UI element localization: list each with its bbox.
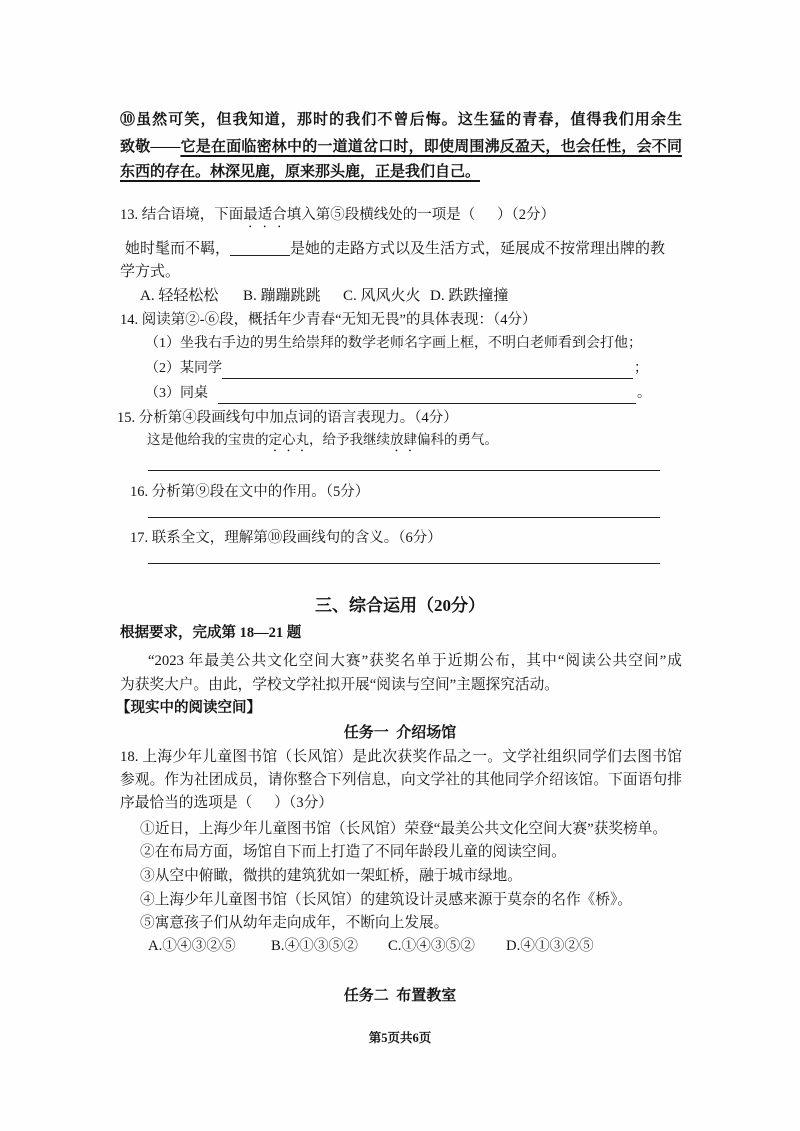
q13-option-b: B. 蹦蹦跳跳 bbox=[243, 288, 321, 304]
q15-sentence-part: 偏科的勇气。 bbox=[417, 432, 498, 447]
q13-option-c: C. 风风火火 bbox=[343, 288, 421, 304]
q14-item-3-label: （3）同桌 bbox=[145, 386, 208, 401]
subsection-title: 【现实中的阅读空间】 bbox=[116, 700, 261, 716]
q13-fill-blank bbox=[230, 239, 290, 256]
underlined-sentence-part-2: 东西的存在。林深见鹿，原来那头鹿，正是我们自己。 bbox=[120, 164, 481, 180]
q14-item-2-answer-line bbox=[222, 378, 633, 379]
paragraph-10-line-1: ⑩虽然可笑，但我知道，那时的我们不曾后悔。这生猛的青春，值得我们用余生 bbox=[120, 112, 682, 128]
question-14-stem: 14. 阅读第②-⑥段，概括年少青春“无知无畏”的具体表现：（4分） bbox=[120, 312, 537, 328]
q16-answer-line bbox=[148, 517, 660, 518]
q13-context-lead: 她时髦而不羁， bbox=[125, 241, 231, 257]
q18-option-d: D.④①③②⑤ bbox=[506, 938, 594, 954]
question-15-stem: 15. 分析第④段画线句中加点词的语言表现力。（4分） bbox=[117, 410, 458, 426]
section-3-intro-line-2: 为获奖大户。由此，学校文学社拟开展“阅读与空间”主题探究活动。 bbox=[120, 677, 559, 693]
q18-option-b: B.④①③⑤② bbox=[271, 938, 358, 954]
page-number: 第5页共6页 bbox=[368, 1031, 432, 1045]
q15-emphasized-word-1: 定心丸 bbox=[268, 432, 309, 447]
q14-item-2-label: （2）某同学 bbox=[145, 361, 222, 376]
q15-sentence-part: ，给予我继续 bbox=[309, 432, 390, 447]
q13-option-d: D. 跌跌撞撞 bbox=[430, 288, 509, 304]
q15-answer-line bbox=[148, 470, 660, 471]
q17-answer-line bbox=[148, 563, 660, 564]
q13-stem-lead: 13. 结合语境，下面 bbox=[120, 207, 244, 223]
paragraph-10-lead-text: 致敬—— bbox=[120, 139, 181, 155]
q14-item-2-end-mark: ； bbox=[634, 361, 648, 376]
q14-item-1: （1）坐我右手边的男生给崇拜的数学老师名字画上框，不明白老师看到会打他； bbox=[145, 336, 642, 351]
q18-option-a: A.①④③②⑤ bbox=[148, 938, 236, 954]
question-13-stem bbox=[120, 203, 555, 227]
section-3-heading: 三、综合运用（20分） bbox=[315, 596, 485, 615]
q14-item-3-end-mark: 。 bbox=[637, 386, 651, 401]
section-3-instruction: 根据要求，完成第 18—21 题 bbox=[120, 625, 302, 641]
q13-option-a: A. 轻轻松松 bbox=[140, 288, 219, 304]
question-18-stem-line-1: 18. 上海少年儿童图书馆（长风馆）是此次获奖作品之一。文学社组织同学们去图书馆 bbox=[120, 749, 682, 765]
q15-sentence-part: 这是他给我的宝贵的 bbox=[147, 432, 269, 447]
q15-emphasized-word-2: 放肆 bbox=[390, 432, 417, 447]
q18-option-c: C.①④③⑤② bbox=[388, 938, 475, 954]
q14-item-3-answer-line bbox=[218, 403, 636, 404]
paragraph-10-line-3 bbox=[120, 160, 480, 184]
task-1-title: 任务一 介绍场馆 bbox=[343, 725, 457, 741]
section-3-intro-line-1: “2023 年最美公共文化空间大赛”获奖名单于近期公布，其中“阅读公共空间”成 bbox=[148, 653, 682, 669]
q13-emphasized-word: 最适合 bbox=[243, 207, 287, 223]
q18-statement-4: ④上海少年儿童图书馆（长风馆）的建筑设计灵感来源于莫奈的名作《桥》。 bbox=[140, 892, 633, 908]
q13-context-line-1 bbox=[125, 237, 665, 261]
underlined-sentence-part-1: 它是在面临密林中的一道道岔口时，即使周围沸反盈天，也会任性，会不同 bbox=[180, 139, 682, 155]
paragraph-10-line-2 bbox=[120, 135, 682, 159]
question-17-stem: 17. 联系全文，理解第⑩段画线句的含义。（6分） bbox=[130, 530, 442, 546]
q13-context-tail: 是她的走路方式以及生活方式，延展成不按常理出牌的教 bbox=[290, 241, 666, 257]
question-18-stem-line-2: 参观。作为社团成员，请你整合下列信息，向文学社的其他同学介绍该馆。下面语句排 bbox=[120, 772, 682, 788]
q18-statement-2: ②在布局方面，场馆自下而上打造了不同年龄段儿童的阅读空间。 bbox=[140, 844, 566, 860]
q13-context-line-2: 学方式。 bbox=[120, 264, 181, 280]
q15-quoted-sentence bbox=[147, 428, 498, 452]
q13-stem-tail: 填入第⑤段横线处的一项是（ ）（2分） bbox=[286, 207, 555, 223]
q18-statement-1: ①近日，上海少年儿童图书馆（长风馆）荣登“最美公共文化空间大赛”获奖榜单。 bbox=[140, 821, 668, 837]
task-2-title: 任务二 布置教室 bbox=[343, 988, 457, 1004]
q18-statement-3: ③从空中俯瞰，微拱的建筑犹如一架虹桥，融于城市绿地。 bbox=[140, 868, 522, 884]
question-16-stem: 16. 分析第⑨段在文中的作用。（5分） bbox=[130, 484, 370, 500]
question-18-stem-line-3: 序最恰当的选项是（ ）（3分） bbox=[120, 795, 333, 811]
q18-statement-5: ⑤寓意孩子们从幼年走向成年，不断向上发展。 bbox=[140, 915, 449, 931]
